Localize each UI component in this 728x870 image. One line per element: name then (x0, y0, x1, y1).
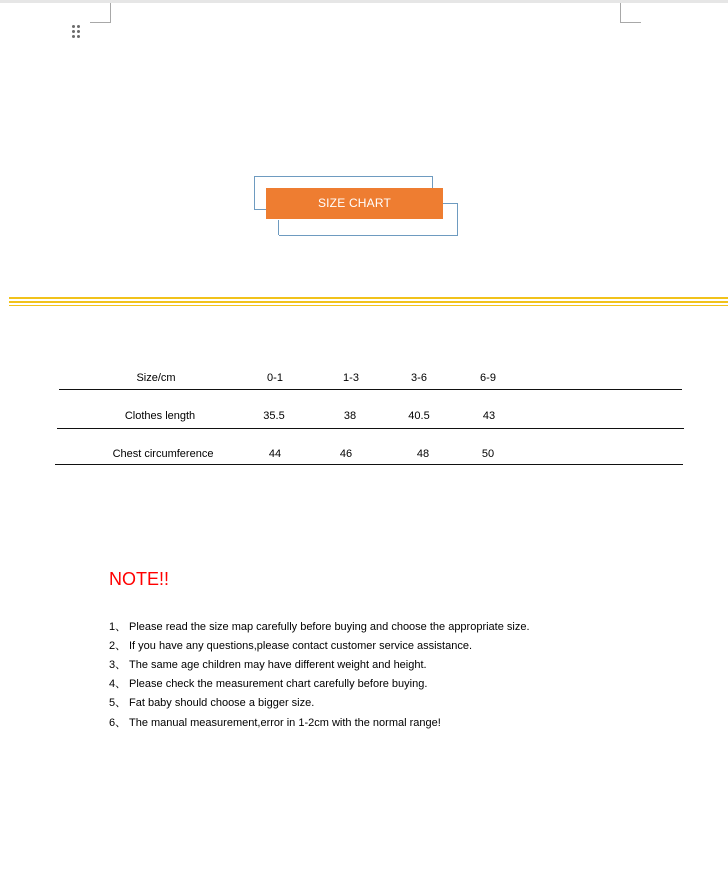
table-cell: 46 (339, 448, 353, 460)
crop-mark-right (620, 3, 641, 23)
list-item-text: Please read the size map carefully before buying and choose the appropriate size. (129, 621, 530, 633)
table-cell: 38 (343, 410, 357, 422)
header-col: 3-6 (411, 372, 427, 384)
size-chart-banner: SIZE CHART (266, 188, 443, 219)
banner-frame-back-edge (432, 176, 433, 188)
header-col: 0-1 (267, 372, 283, 384)
row-label: Clothes length (124, 410, 196, 422)
table-rule (59, 389, 682, 390)
table-cell: 44 (268, 448, 282, 460)
header-col: 6-9 (480, 372, 496, 384)
list-item-number: 1、 (109, 621, 127, 633)
table-cell: 50 (481, 448, 495, 460)
list-item (109, 639, 472, 653)
list-item-text: The manual measurement,error in 1-2cm with the normal range! (129, 717, 441, 729)
list-item (109, 658, 427, 672)
list-item (109, 677, 427, 691)
list-item-number: 2、 (109, 640, 127, 652)
list-item-text: Fat baby should choose a bigger size. (129, 697, 315, 709)
divider-rule-top (9, 297, 728, 299)
table-cell: 43 (482, 410, 496, 422)
note-title: NOTE!! (109, 569, 170, 589)
table-cell: 35.5 (263, 410, 285, 422)
header-label: Size/cm (136, 372, 176, 384)
list-item-number: 3、 (109, 659, 127, 671)
list-item (109, 696, 314, 710)
list-item-text: If you have any questions,please contact customer service assistance. (129, 640, 473, 652)
crop-mark-left (90, 3, 111, 23)
list-item-text: The same age children may have different weight and height. (129, 659, 427, 671)
list-item-number: 4、 (109, 678, 127, 690)
divider-rule-middle (9, 301, 728, 303)
table-rule (57, 428, 684, 429)
list-item-number: 5、 (109, 697, 127, 709)
header-col: 1-3 (343, 372, 359, 384)
list-item (109, 620, 530, 634)
table-cell: 48 (416, 448, 430, 460)
list-item (109, 716, 441, 730)
list-item-number: 6、 (109, 717, 127, 729)
divider-rule-bottom (9, 305, 728, 306)
list-item-text: Please check the measurement chart carefully before buying. (129, 678, 428, 690)
banner-frame-front-edge (278, 220, 279, 235)
table-rule (55, 464, 683, 465)
row-label: Chest circumference (112, 448, 214, 460)
table-cell: 40.5 (408, 410, 430, 422)
drag-handle-icon[interactable] (70, 24, 82, 42)
